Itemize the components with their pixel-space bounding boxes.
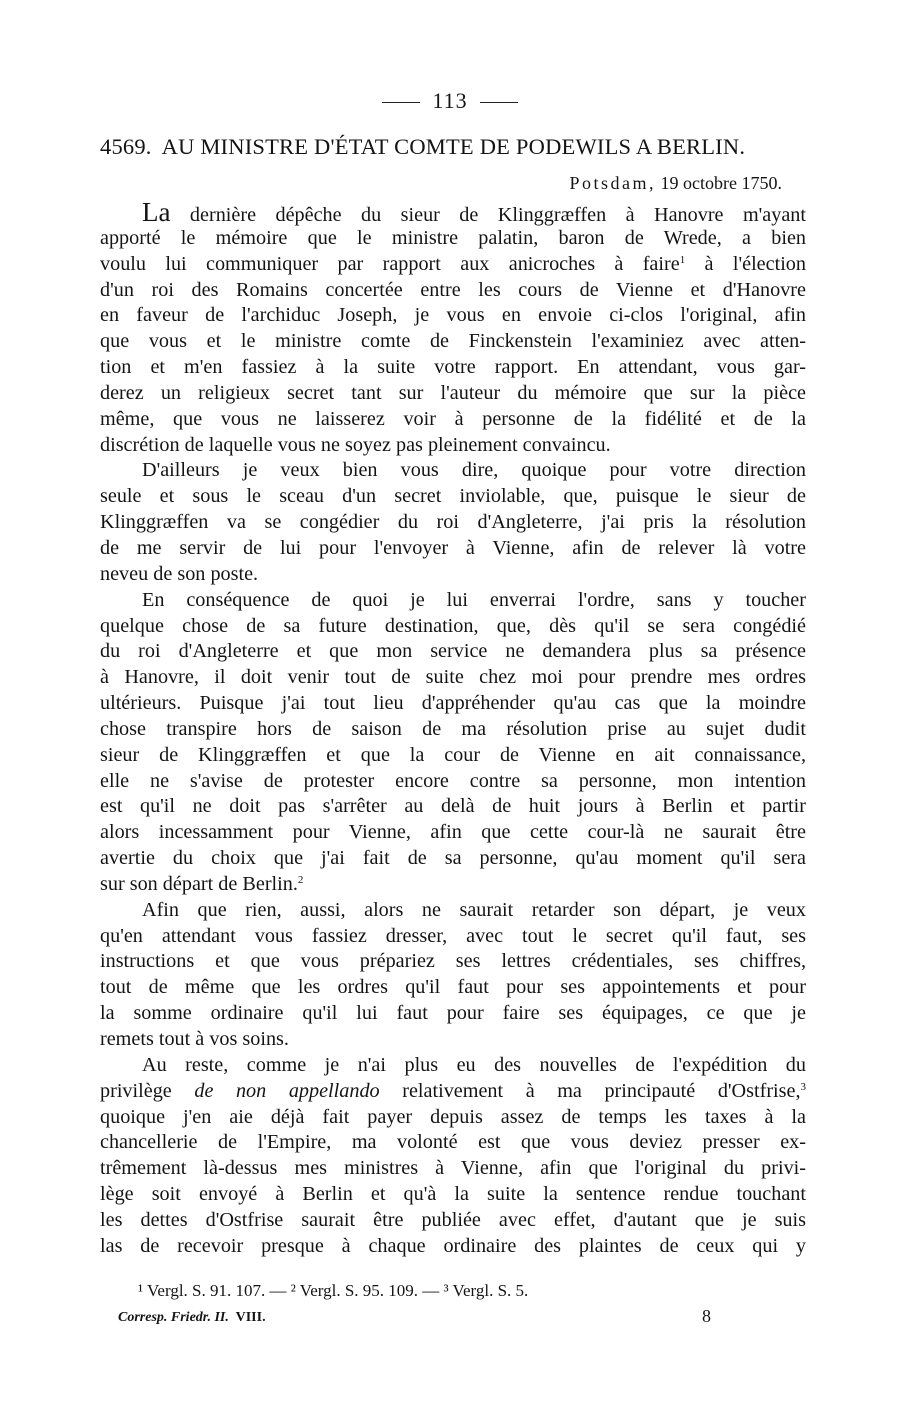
letter-number: 4569. <box>100 134 152 159</box>
body-line: voulu lui communiquer par rapport aux anicroches à faire$^1$ à l'élection <box>100 252 806 275</box>
body-line: tout de même que les ordres qu'il faut pour ses appointements et pour <box>100 976 806 999</box>
dateline <box>570 173 783 194</box>
body-line: En conséquence de quoi je lui enverrai l'ordre, sans y toucher <box>142 588 806 611</box>
body-line: d'un roi des Romains concertée entre les cours de Vienne et d'Hanovre <box>100 278 806 301</box>
letter-heading <box>100 134 810 160</box>
letter-body <box>100 200 806 1260</box>
body-line: D'ailleurs je veux bien vous dire, quoique pour votre direction <box>142 459 806 482</box>
drop-cap: La <box>142 200 171 226</box>
body-line: apporté le mémoire que le ministre palatin, baron de Wrede, a bien <box>100 226 806 249</box>
body-line: que vous et le ministre comte de Finckenstein l'examiniez avec atten- <box>100 330 806 353</box>
body-line: La dernière dépêche du sieur de Klinggræffen à Hanovre m'ayant <box>100 200 806 226</box>
page-number-text: 113 <box>432 88 468 113</box>
latin-phrase: de non appellando <box>194 1079 380 1102</box>
footnote-ref: 2 <box>297 873 304 886</box>
footnote-ref: 1 <box>679 253 686 266</box>
body-line: sur son départ de Berlin.$^2$ <box>100 872 304 895</box>
page-number <box>0 88 900 114</box>
body-line: alors incessamment pour Vienne, afin que cette cour-là ne saurait être <box>100 821 806 844</box>
body-line: las de recevoir presque à chaque ordinaire des plaintes de ceux qui y <box>100 1234 806 1257</box>
signature-mark: 8 <box>702 1306 711 1326</box>
body-line: qu'en attendant vous fassiez dresser, avec tout le secret qu'il faut, ses <box>100 924 806 947</box>
letter-title: AU MINISTRE D'ÉTAT COMTE DE PODEWILS A BERLIN. <box>161 134 746 159</box>
body-line: la somme ordinaire qu'il lui faut pour faire ses équipages, ce que je <box>100 1002 806 1025</box>
body-line: Klinggræffen va se congédier du roi d'Angleterre, j'ai pris la résolution <box>100 511 806 534</box>
body-line: Au reste, comme je n'ai plus eu des nouvelles de l'expédition du <box>142 1053 806 1076</box>
body-line: trêmement là-dessus mes ministres à Vienne, afin que l'original du privi- <box>100 1157 806 1180</box>
body-line: tion et m'en fassiez à la suite votre rapport. En attendant, vous gar- <box>100 356 806 379</box>
body-line: ultérieurs. Puisque j'ai tout lieu d'appréhender qu'au cas que la moindre <box>100 692 806 715</box>
body-line: Afin que rien, aussi, alors ne saurait retarder son départ, je veux <box>142 898 806 921</box>
body-line: chancellerie de l'Empire, ma volonté est que vous deviez presser ex- <box>100 1131 806 1154</box>
body-line: les dettes d'Ostfrise saurait être publiée avec effet, d'autant que je suis <box>100 1208 806 1231</box>
body-line: instructions et que vous prépariez ses lettres crédentiales, ses chiffres, <box>100 950 806 973</box>
body-line: seule et sous le sceau d'un secret inviolable, que, puisque le sieur de <box>100 485 806 508</box>
body-line: discrétion de laquelle vous ne soyez pas pleinement convaincu. <box>100 433 611 456</box>
source-reference: Corresp. Friedr. II. VIII. <box>118 1310 266 1325</box>
body-line: en faveur de l'archiduc Joseph, je vous en envoie ci-clos l'original, afin <box>100 304 806 327</box>
dash-left <box>382 102 420 103</box>
body-line: est qu'il ne doit pas s'arrêter au delà de huit jours à Berlin et partir <box>100 795 806 818</box>
body-line: avertie du choix que j'ai fait de sa personne, qu'au moment qu'il sera <box>100 847 806 870</box>
dateline-place: Potsdam, <box>569 173 657 193</box>
body-line: lège soit envoyé à Berlin et qu'à la suite la sentence rendue touchant <box>100 1183 806 1206</box>
body-line: quoique j'en aie déjà fait payer depuis assez de temps les taxes à la <box>100 1105 806 1128</box>
dateline-date: 19 octobre 1750. <box>660 173 782 193</box>
body-line: remets tout à vos soins. <box>100 1028 289 1050</box>
body-line: neveu de son poste. <box>100 562 259 585</box>
body-line: sieur de Klinggræffen et que la cour de Vienne en ait connaissance, <box>100 743 806 766</box>
footnotes: ¹ Vergl. S. 91. 107. — ² Vergl. S. 95. 109. — ³ Vergl. S. 5. <box>138 1281 529 1300</box>
dash-right <box>480 102 518 103</box>
body-line: derez un religieux secret tant sur l'auteur du mémoire que sur la pièce <box>100 381 806 404</box>
footnote-ref: 3 <box>800 1080 806 1093</box>
body-line: de me servir de lui pour l'envoyer à Vienne, afin de relever là votre <box>100 536 806 559</box>
body-line: elle ne s'avise de protester encore contre sa personne, mon intention <box>100 769 806 792</box>
body-line: quelque chose de sa future destination, que, dès qu'il se sera congédié <box>100 614 806 637</box>
body-line: même, que vous ne laisserez voir à personne de la fidélité et de la <box>100 407 806 430</box>
body-line: du roi d'Angleterre et que mon service ne demandera plus sa présence <box>100 640 806 663</box>
body-line: chose transpire hors de saison de ma résolution prise au sujet dudit <box>100 717 806 740</box>
body-line: privilège de non appellando relativement à ma principauté d'Ostfrise,$^3$ <box>100 1079 806 1102</box>
body-line: à Hanovre, il doit venir tout de suite chez moi pour prendre mes ordres <box>100 666 806 689</box>
